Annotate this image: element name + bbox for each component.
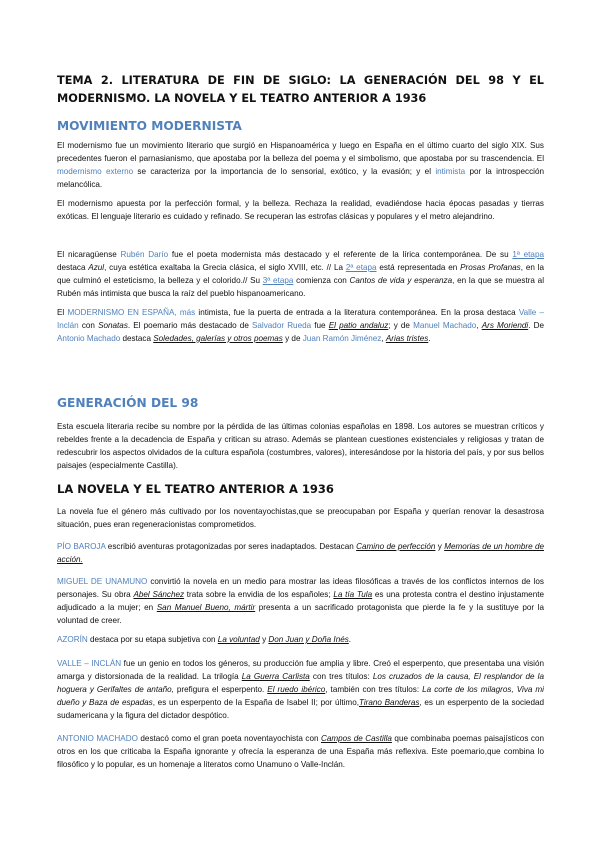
text: , también con tres títulos: [325, 684, 423, 694]
text: fue un genio en todos los géneros, su producción fue amplia y libre. Creó el esperpento, que presentaba una visión amarga y distorsionada de la realidad. La trilogía [57, 659, 544, 681]
section-heading-generacion-98: GENERACIÓN DEL 98 [57, 396, 199, 410]
text: , en la que culminó el esteticismo, la belleza y el colorido.// Su [57, 262, 544, 285]
text: con [78, 320, 99, 330]
text: convirtió la novela en un medio para mostrar las ideas filosóficas a través de los conflictos internos de los personajes. Su obra [57, 577, 544, 599]
work-title: Azul [88, 262, 105, 272]
text: , cuya estética exaltaba la Grecia clásica, el siglo XVIII, etc. // La [104, 262, 346, 272]
author-name: PÍO BAROJA [57, 542, 106, 551]
text: destaca [120, 333, 154, 343]
text: con tres títulos: [309, 671, 373, 681]
author-name: Rubén Darío [120, 250, 169, 259]
paragraph-ruben-dario [57, 249, 544, 301]
text: . El poemario más destacado de [127, 320, 252, 330]
text: y de [282, 333, 303, 343]
text: presenta a un sacrificado protagonista que pierde la fe y la sustituye por la voluntad de creer. [57, 602, 545, 625]
text: que combinaba poemas paisajísticos con otros en los que criticaba la España ignorante y ofrecía la esperanza de una España más reflexiva. Este poemario,que combina lo filosófico y lo popular, es un homenaje a literatos como Unamuno o Valle-Inclán. [57, 734, 544, 769]
author-name: Antonio Machado [57, 333, 121, 343]
stage-label: 2ª etapa [345, 262, 377, 272]
highlight-term: modernismo externo [57, 166, 134, 176]
paragraph-unamuno [57, 576, 544, 628]
work-title: La Guerra Carlista [241, 671, 310, 681]
paragraph-novela-intro: La novela fue el género más cultivado por los noventayochistas,que se preocupaban por España y querían renovar la desastrosa situación, pues eran regeneracionistas comprometidos. [57, 507, 544, 529]
text: es una protesta contra el destino injustamente adjudicado a la mujer; en [57, 589, 544, 612]
work-title: La voluntad [217, 635, 260, 644]
work-title: La tía Tula [333, 589, 373, 599]
text: por la introspección melancólica. [57, 166, 545, 189]
text: se caracteriza por la importancia de lo sensorial, exótico, y la evasión; y el [133, 166, 436, 176]
work-title: El ruedo ibérico [267, 684, 326, 694]
work-title: La corte de los milagros, Viva mi dueño y Baza de espadas [57, 684, 544, 707]
text: destacó como el gran poeta noventayochista con [137, 734, 321, 743]
text: ; y de [388, 320, 414, 330]
text: está representada en [376, 262, 461, 272]
stage-label: 3ª etapa [262, 275, 294, 285]
author-name: AZORÍN [57, 635, 88, 644]
author-name: Manuel Machado [413, 320, 477, 330]
paragraph-azorin [57, 634, 544, 647]
author-name: ANTONIO MACHADO [57, 734, 138, 743]
work-title: Prosas Profanas [460, 262, 521, 272]
text: escribió aventuras protagonizadas por seres inadaptados. Destacan [105, 542, 357, 551]
text: El modernismo fue un movimiento literario que surgió en Hispanoamérica y luego en España en el último cuarto del siglo XIX. Sus precedentes fueron el parnasianismo, que apostaba por la belleza del poema y el simbolismo, que apostaba por su trascendencia. El [57, 141, 544, 163]
stage-label: 1ª etapa [512, 250, 544, 259]
text: , en la que se muestra al Rubén más intimista que busca la raíz del pueblo hispanoamericano. [57, 275, 544, 298]
text: , [476, 320, 482, 330]
work-title: San Manuel Bueno, mártir [156, 602, 256, 612]
work-title: Cantos de vida y esperanza [349, 275, 453, 285]
work-title: Campos de Castilla [320, 734, 392, 743]
work-title: Abel Sánchez [133, 589, 185, 599]
author-name: MIGUEL DE UNAMUNO [57, 577, 148, 586]
paragraph-modernismo-intro [57, 140, 544, 192]
text: . De [528, 320, 545, 330]
text: El [57, 308, 68, 317]
work-title: Ars Moriendi [481, 320, 529, 330]
work-title: El patio andaluz [328, 320, 389, 330]
text: destaca [57, 262, 89, 272]
text: , [381, 333, 386, 343]
text: trata sobre la envidia de los españoles; [184, 589, 334, 599]
work-title: Memorias de un hombre de acción. [57, 542, 544, 564]
text: fue el poeta modernista más destacado y el referente de la lírica contemporánea. De su [168, 250, 513, 259]
work-title: Don Juan y Doña Inés [268, 635, 349, 644]
paragraph-pio-baroja [57, 541, 544, 567]
author-name: Juan Ramón Jiménez [302, 333, 382, 343]
work-title: Tirano Banderas [358, 697, 420, 707]
work-title: Arias tristes [385, 333, 429, 343]
highlight-term: MODERNISMO EN ESPAÑA, más [67, 308, 196, 317]
paragraph-antonio-machado [57, 733, 544, 772]
author-name: Valle – Inclán [57, 308, 545, 330]
text: , es un esperpento de la España de Isabel II; por último, [152, 697, 359, 707]
text: , es un esperpento de la sociedad sudamericana y la figura del dictador despótico. [57, 697, 545, 720]
text: El nicaragüense [57, 250, 121, 259]
document-title: TEMA 2. LITERATURA DE FIN DE SIGLO: LA GENERACIÓN DEL 98 Y EL MODERNISMO. LA NOVELA Y EL TEATRO ANTERIOR A 1936 [57, 74, 544, 105]
work-title: Los cruzados de la causa, El resplandor de la hoguera y Gerifaltes de antaño, [57, 671, 544, 694]
text: destaca por su etapa subjetiva con [87, 635, 218, 644]
author-name: VALLE – INCLÁN [57, 659, 122, 668]
section-heading-novela-teatro: LA NOVELA Y EL TEATRO ANTERIOR A 1936 [57, 482, 334, 496]
text: y [435, 542, 445, 551]
author-name: Salvador Rueda [251, 320, 312, 330]
text: fue [311, 320, 329, 330]
paragraph-valle-inclan [57, 658, 544, 723]
paragraph-modernismo-espana [57, 307, 544, 346]
text: prefigura el esperpento. [173, 684, 268, 694]
highlight-term: intimista [435, 166, 466, 176]
text: y [259, 635, 269, 644]
text: . [348, 635, 352, 644]
text: intimista, fue la puerta de entrada a la literatura contemporánea. En la prosa destaca [195, 308, 519, 317]
work-title: Sonatas [98, 320, 128, 330]
text: . [428, 333, 431, 343]
paragraph-generacion-98: Esta escuela literaria recibe su nombre por la pérdida de las últimas colonias españolas en 1898. Los autores se muestran críticos y rebeldes frente a la decadencia de España y critican su atraso. Además se plantean cuestiones existenciales y religiosas y tratan de redescubrir los aspectos olvidados de la cultura española (costumbres, valores), interesándose por la historia del país, y por sus bellos paisajes (especialmente Castilla). [57, 422, 544, 470]
paragraph-modernismo-caracteristicas: El modernismo apuesta por la perfección formal, y la belleza. Rechaza la realidad, evadiéndose hacia épocas pasadas y tierras exóticas. El lenguaje literario es cuidado y refinado. Se recuperan las estrofas clásicas y populares y el metro alejandrino. [57, 199, 544, 221]
text: comienza con [293, 275, 350, 285]
work-title: Soledades, galerías y otros poemas [153, 333, 283, 343]
section-heading-movimiento-modernista: MOVIMIENTO MODERNISTA [57, 119, 242, 133]
work-title: Camino de perfección [356, 542, 436, 551]
